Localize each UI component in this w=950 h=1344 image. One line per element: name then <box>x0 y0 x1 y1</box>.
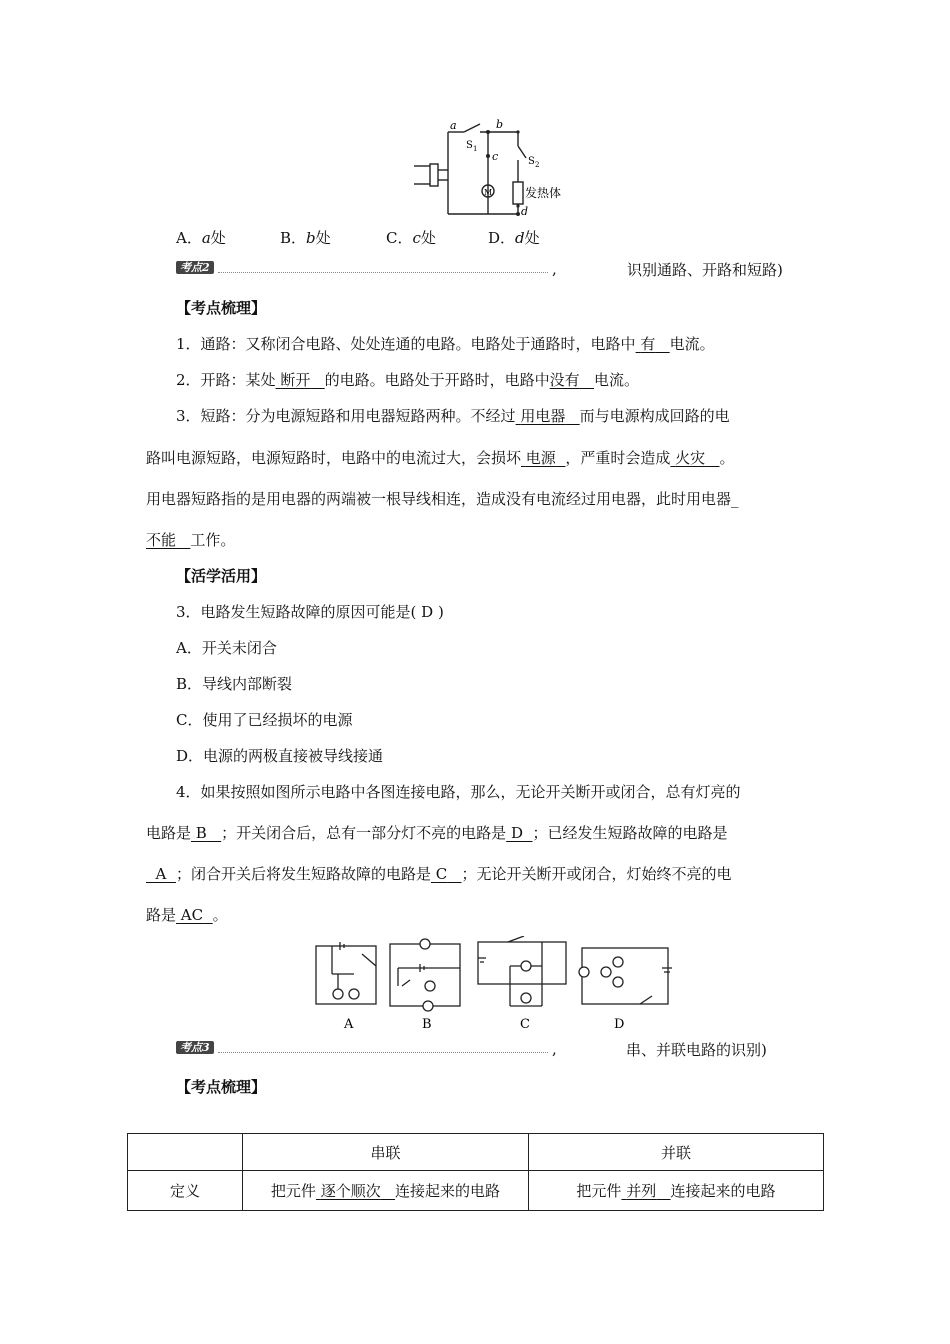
item-3-answer-4: 不能 <box>146 531 177 549</box>
item-3-answer-2: 电源 <box>525 449 556 467</box>
label-s2-sub: 2 <box>535 161 540 169</box>
kaodian-2-comma: , <box>552 260 557 278</box>
table-header-empty <box>128 1134 243 1171</box>
kaodian-3-badge: 考点3 <box>176 1041 214 1054</box>
kaodian-3-title: 串、并联电路的识别) <box>626 1041 767 1059</box>
item-1: 1．通路：又称闭合电路、处处连通的电路。电路处于通路时，电路中 有 电流。 <box>176 335 715 353</box>
series-definition: 把元件 逐个顺次 连接起来的电路 <box>243 1171 529 1211</box>
item-3-line-3: 用电器短路指的是用电器的两端被一根导线相连，造成没有电流经过用电器，此时用电器_ <box>146 490 739 508</box>
q4-line-1: 4．如果按照如图所示电路中各图连接电路，那么，无论开关断开或闭合，总有灯亮的 <box>176 783 741 801</box>
circuit-diagrams-abcd <box>310 936 680 1031</box>
label-s1: S <box>466 140 473 151</box>
label-b: b <box>496 118 504 131</box>
q4-line-3: A ；闭合开关后将发生短路故障的电路是 C ；无论开关断开或闭合，灯始终不亮的电 <box>146 864 732 884</box>
label-s2: S <box>528 156 535 167</box>
kaodian-2-dotline <box>218 272 548 273</box>
item-3-line-2: 路叫电源短路，电源短路时，电路中的电流过大，会损坏 电源 ，严重时会造成 火灾 。 <box>146 449 735 467</box>
kaodian-2-title: 识别通路、开路和短路) <box>627 261 783 279</box>
motor-label: M <box>484 188 493 197</box>
table-header-series: 串联 <box>243 1134 529 1171</box>
option-d: D．d处 <box>488 229 540 247</box>
item-2-answer-1: 断开 <box>280 371 311 389</box>
item-2: 2．开路：某处 断开 的电路。电路处于开路时，电路中没有 电流。 <box>176 371 640 389</box>
review-heading-3: 【考点梳理】 <box>176 1078 267 1096</box>
item-1-answer: 有 <box>640 335 656 353</box>
q4-answer-1: B <box>195 824 207 842</box>
q3-stem: 3．电路发生短路故障的原因可能是( D ) <box>176 603 444 621</box>
kaodian-3-comma: , <box>552 1040 557 1058</box>
row-label-definition: 定义 <box>128 1171 243 1211</box>
q4-answer-2: D <box>510 824 523 842</box>
q3-option-c: C．使用了已经损坏的电源 <box>176 711 353 729</box>
label-a: a <box>450 119 457 132</box>
q3-option-d: D．电源的两极直接被导线接通 <box>176 747 384 765</box>
circuit-label-c: C <box>520 1017 530 1031</box>
table-header-parallel: 并联 <box>529 1134 824 1171</box>
circuit-label-b: B <box>422 1017 432 1031</box>
option-a: A．a处 <box>176 229 226 247</box>
label-d: d <box>521 205 529 218</box>
q4-line-4: 路是 AC 。 <box>146 906 228 924</box>
kaodian-3-dotline <box>218 1052 548 1053</box>
q4-answer-4: C <box>435 865 448 883</box>
table-row <box>128 1171 824 1211</box>
item-3-line-1: 3．短路：分为电源短路和用电器短路两种。不经过 用电器 而与电源构成回路的电 <box>176 407 730 425</box>
item-2-answer-2: 没有 <box>549 371 580 389</box>
q4-line-2: 电路是 B ；开关闭合后，总有一部分灯不亮的电路是 D ；已经发生短路故障的电路是 <box>146 824 728 842</box>
table-header-row <box>128 1134 824 1171</box>
option-b: B．b处 <box>280 229 331 247</box>
heater-label: 发热体 <box>525 186 562 200</box>
item-3-answer-3: 火灾 <box>675 449 706 467</box>
label-s1-sub: 1 <box>473 145 478 153</box>
q4-answer-3: A <box>155 865 167 883</box>
parallel-definition: 把元件 并列 连接起来的电路 <box>529 1171 824 1211</box>
review-heading-1: 【考点梳理】 <box>176 299 267 317</box>
circuit-diagram-1 <box>400 118 600 223</box>
q4-answer-5: AC <box>180 906 204 924</box>
circuit-label-a: A <box>344 1017 354 1031</box>
item-3-line-4: 不能 工作。 <box>146 531 236 549</box>
practice-heading: 【活学活用】 <box>176 567 267 585</box>
item-3-answer-1: 用电器 <box>520 407 566 425</box>
option-c: C．c处 <box>386 229 436 247</box>
q3-option-a: A．开关未闭合 <box>176 639 277 657</box>
circuit-label-d: D <box>614 1017 625 1031</box>
q3-option-b: B．导线内部断裂 <box>176 675 293 693</box>
kaodian-2-badge: 考点2 <box>176 261 214 274</box>
label-c: c <box>492 150 499 163</box>
series-parallel-table <box>127 1133 824 1211</box>
